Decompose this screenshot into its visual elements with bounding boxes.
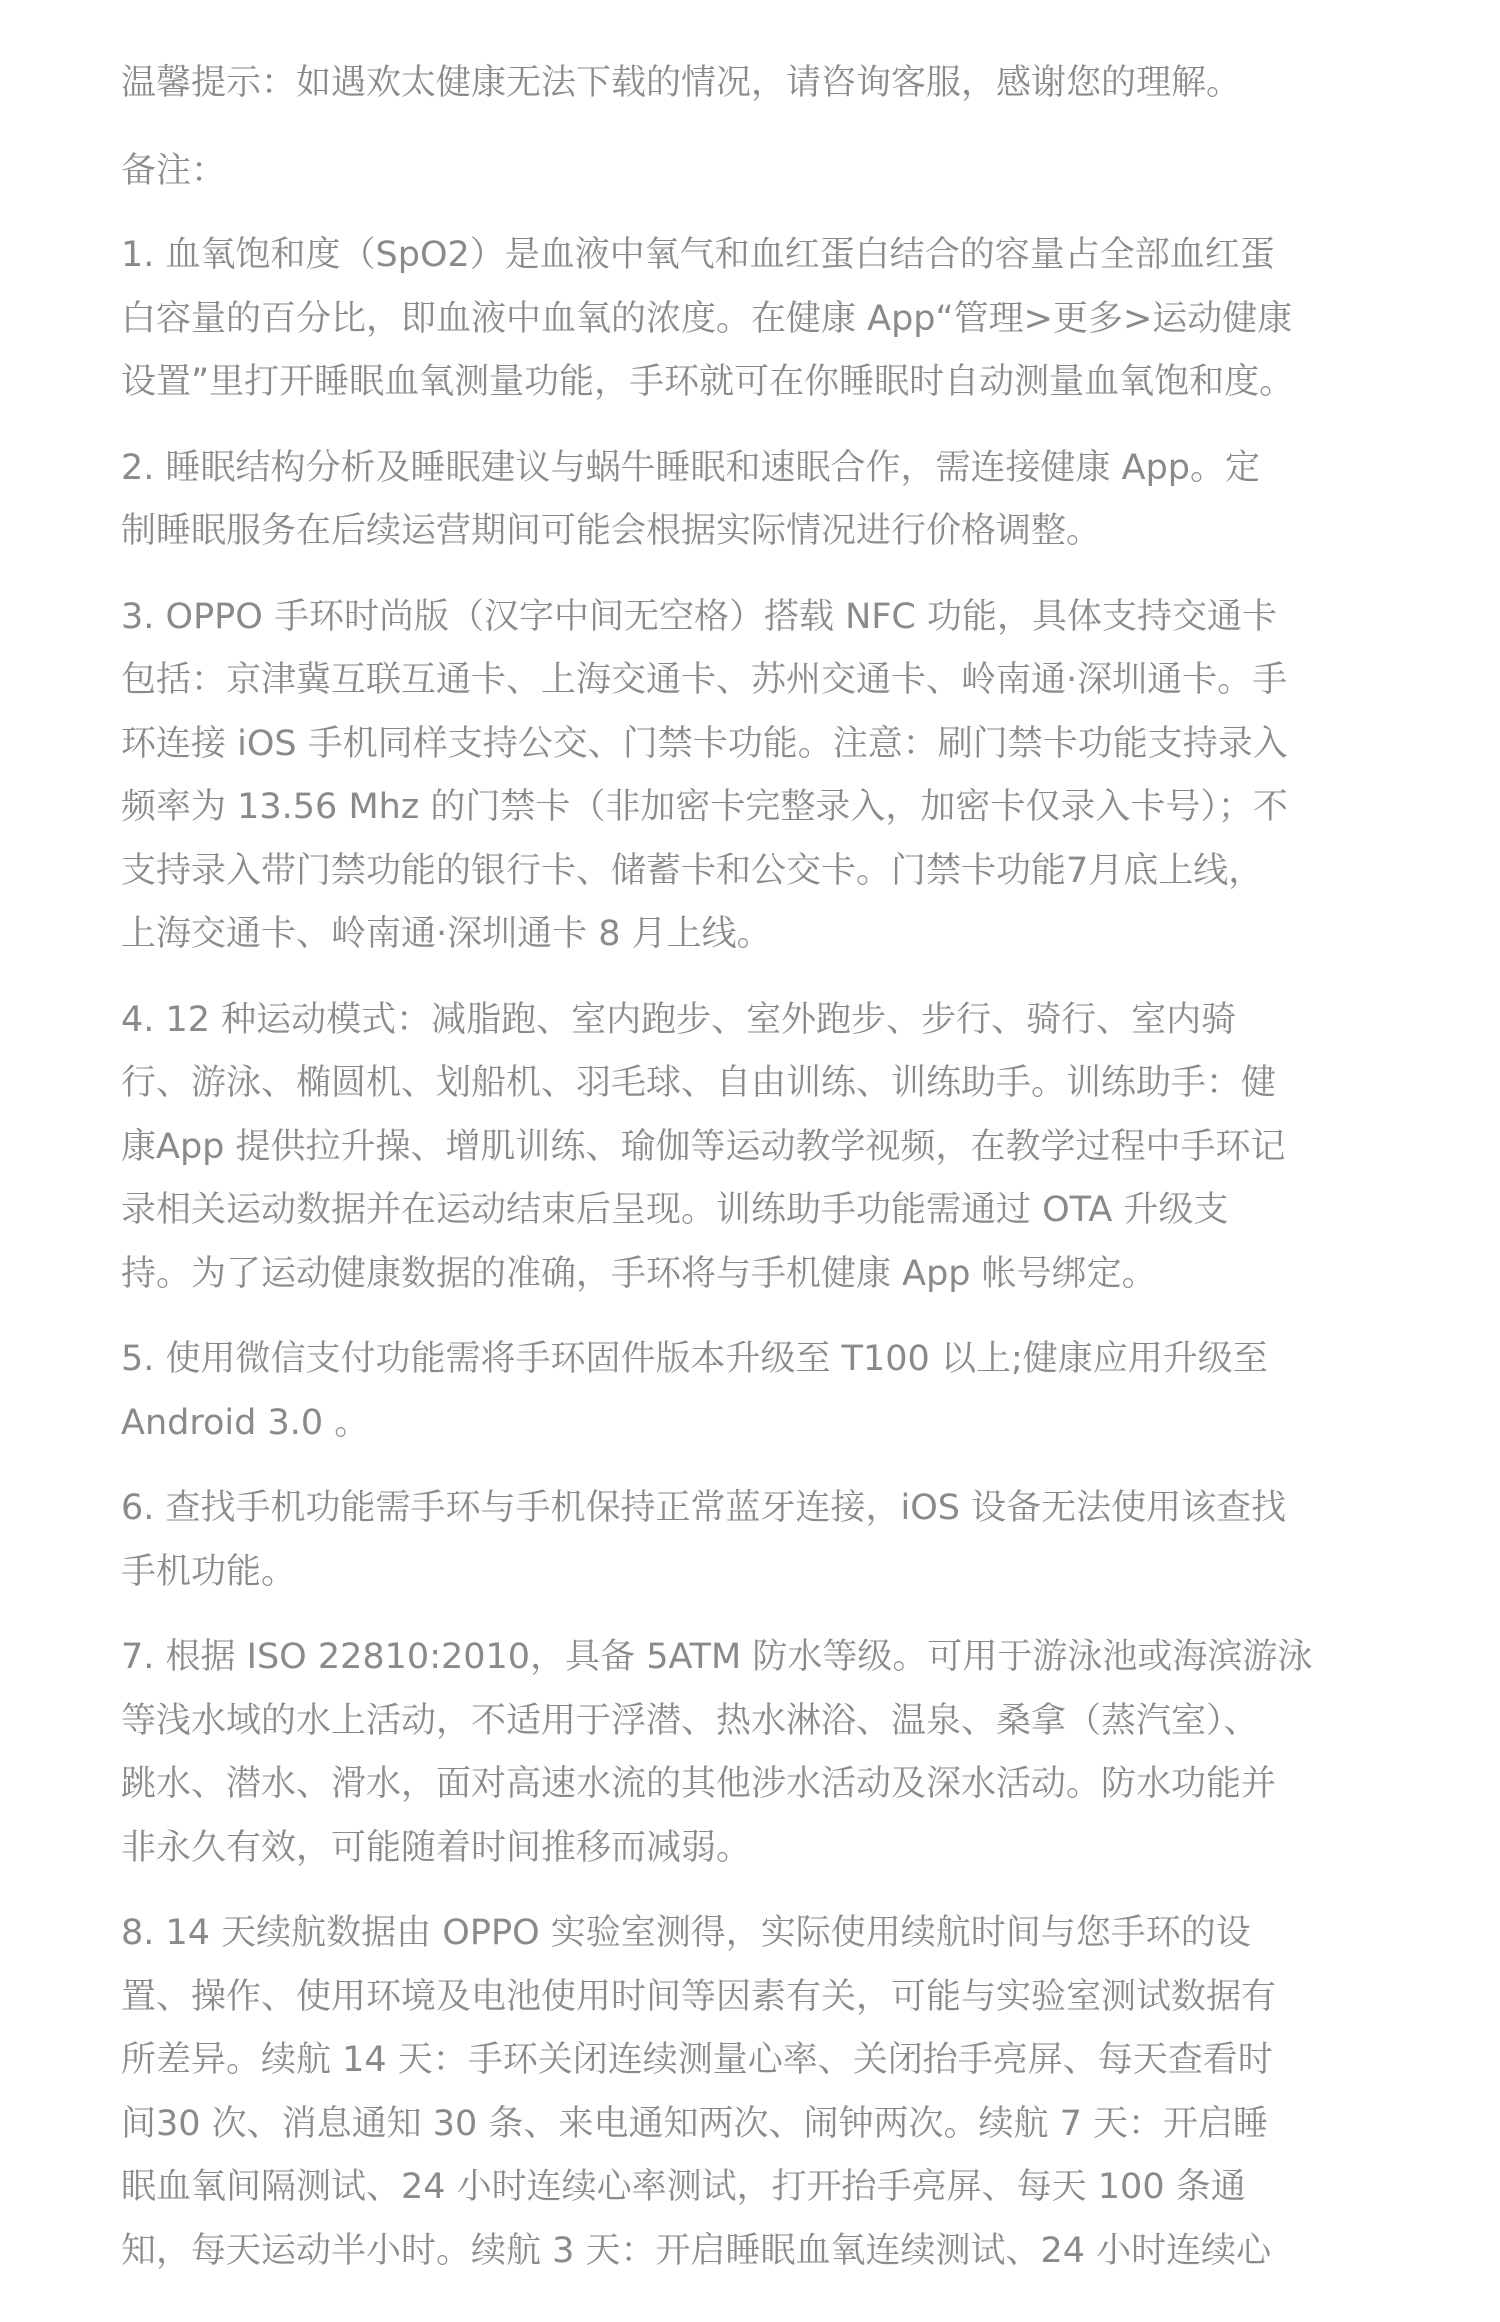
document-body <box>121 52 1383 2305</box>
tip-text: 温馨提示：如遇欢太健康无法下载的情况，请咨询客服，感谢您的理解。 <box>121 63 1242 103</box>
note-line: 支持录入带门禁功能的银行卡、储蓄卡和公交卡。门禁卡功能7月底上线， <box>121 850 1264 891</box>
note-line: 1. 血氧饱和度（SpO2）是血液中氧气和血红蛋白结合的容量占全部血红蛋 <box>121 235 1275 275</box>
note-line: 2. 睡眠结构分析及睡眠建议与蜗牛睡眠和速眠合作，需连接健康 App。定 <box>121 447 1261 488</box>
note-line: 置、操作、使用环境及电池使用时间等因素有关，可能与实验室测试数据有 <box>121 1976 1277 2017</box>
note-line: 眠血氧间隔测试、24 小时连续心率测试，打开抬手亮屏、每天 100 条通 <box>121 2167 1246 2207</box>
note-line: 6. 查找手机功能需手环与手机保持正常蓝牙连接，iOS 设备无法使用该查找 <box>121 1488 1287 1528</box>
note-line: 所差异。续航 14 天：手环关闭连续测量心率、关闭抬手亮屏、每天查看时 <box>121 2040 1273 2080</box>
note-line: 4. 12 种运动模式：减脂跑、室内跑步、室外跑步、步行、骑行、室内骑 <box>121 999 1237 1040</box>
note-line: 包括：京津冀互联互通卡、上海交通卡、苏州交通卡、岭南通·深圳通卡。手 <box>121 660 1288 700</box>
remarks-label: 备注： <box>121 151 227 191</box>
note-4 <box>121 989 1383 1307</box>
note-line: 环连接 iOS 手机同样支持公交、门禁卡功能。注意：刷门禁卡功能支持录入 <box>121 723 1288 764</box>
note-line: 设置”里打开睡眠血氧测量功能，手环就可在你睡眠时自动测量血氧饱和度。 <box>121 362 1295 402</box>
note-6 <box>121 1477 1383 1604</box>
note-7 <box>121 1626 1383 1880</box>
note-line: 频率为 13.56 Mhz 的门禁卡（非加密卡完整录入，加密卡仅录入卡号）；不 <box>121 787 1288 827</box>
note-2 <box>121 437 1383 564</box>
note-line: Android 3.0 。 <box>121 1402 370 1443</box>
note-line: 8. 14 天续航数据由 OPPO 实验室测得，实际使用续航时间与您手环的设 <box>121 1913 1251 1953</box>
note-line: 行、游泳、椭圆机、划船机、羽毛球、自由训练、训练助手。训练助手：健 <box>121 1063 1277 1103</box>
note-line: 上海交通卡、岭南通·深圳通卡 8 月上线。 <box>121 914 772 954</box>
note-line: 白容量的百分比，即血液中血氧的浓度。在健康 App“管理>更多>运动健康 <box>121 298 1293 339</box>
note-line: 制睡眠服务在后续运营期间可能会根据实际情况进行价格调整。 <box>121 511 1102 551</box>
note-line: 非永久有效，可能随着时间推移而减弱。 <box>121 1827 752 1868</box>
note-8 <box>121 1902 1383 2283</box>
note-line: 知，每天运动半小时。续航 3 天：开启睡眠血氧连续测试、24 小时连续心 <box>121 2230 1272 2271</box>
note-3 <box>121 586 1383 967</box>
note-line: 间30 次、消息通知 30 条、来电通知两次、闹钟两次。续航 7 天：开启睡 <box>121 2103 1268 2144</box>
note-1 <box>121 224 1383 415</box>
note-line: 3. OPPO 手环时尚版（汉字中间无空格）搭载 NFC 功能，具体支持交通卡 <box>121 596 1277 637</box>
note-line: 等浅水域的水上活动，不适用于浮潜、热水淋浴、温泉、桑拿（蒸汽室）、 <box>121 1700 1259 1741</box>
note-line: 跳水、潜水、滑水，面对高速水流的其他涉水活动及深水活动。防水功能并 <box>121 1764 1277 1804</box>
note-line: 手机功能。 <box>121 1551 297 1592</box>
note-line: 录相关运动数据并在运动结束后呈现。训练助手功能需通过 OTA 升级支 <box>121 1190 1229 1230</box>
note-line: 5. 使用微信支付功能需将手环固件版本升级至 T100 以上;健康应用升级至 <box>121 1339 1268 1379</box>
note-line: 持。为了运动健康数据的准确，手环将与手机健康 App 帐号绑定。 <box>121 1253 1157 1294</box>
note-line: 康App 提供拉升操、增肌训练、瑜伽等运动教学视频，在教学过程中手环记 <box>121 1126 1286 1167</box>
note-5 <box>121 1328 1383 1455</box>
note-line: 7. 根据 ISO 22810:2010，具备 5ATM 防水等级。可用于游泳池或海滨游泳 <box>121 1637 1313 1677</box>
